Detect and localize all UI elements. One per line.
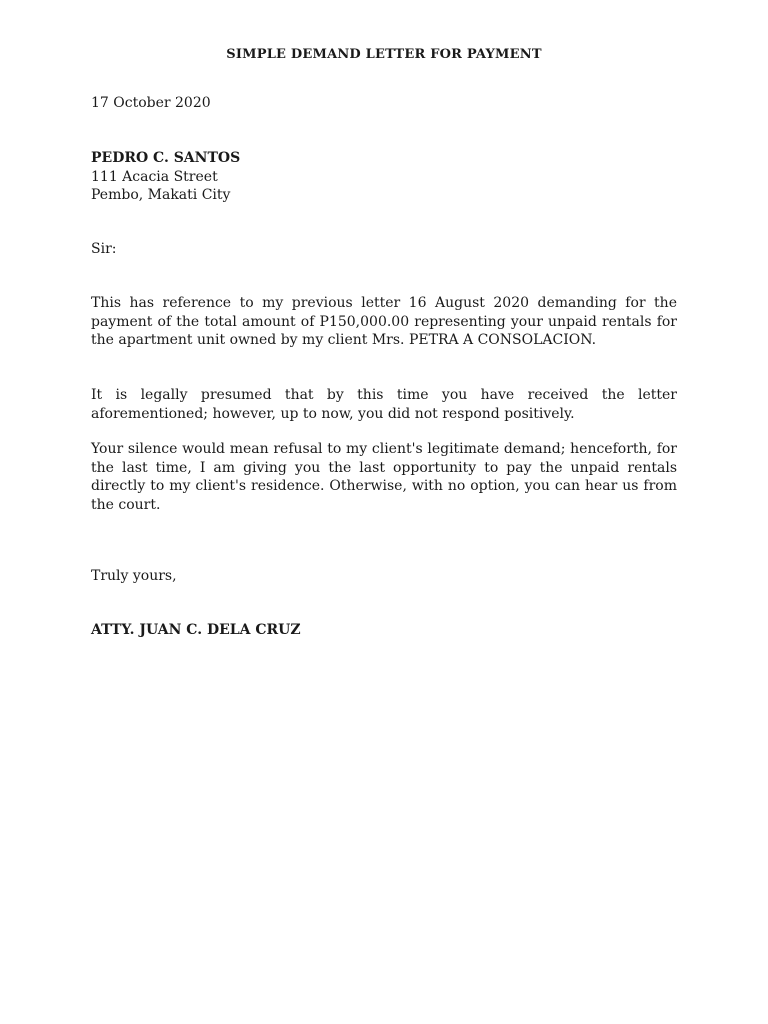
salutation: Sir: bbox=[91, 241, 117, 257]
recipient-address-block bbox=[91, 149, 677, 205]
body-paragraph-3: Your silence would mean refusal to my client's legitimate demand; henceforth, for the last time, I am giving you the last opportunity to pay the unpaid rentals directly to my client's residence. Otherwise, with no option, you can hear us from the court. bbox=[91, 441, 677, 513]
letter-title: SIMPLE DEMAND LETTER FOR PAYMENT bbox=[226, 47, 542, 62]
recipient-street: 111 Acacia Street bbox=[91, 168, 218, 185]
letter-date: 17 October 2020 bbox=[91, 95, 211, 111]
signatory-name: ATTY. JUAN C. DELA CRUZ bbox=[91, 622, 301, 638]
closing: Truly yours, bbox=[91, 568, 177, 584]
body-paragraph-1: This has reference to my previous letter 16 August 2020 demanding for the payment of the total amount of P150,000.00 representing your unpaid rentals for the apartment unit owned by my client Mrs. PETRA A CONSOLACION. bbox=[91, 295, 677, 348]
body-paragraph-2: It is legally presumed that by this time you have received the letter aforementioned; however, up to now, you did not respond positively. bbox=[91, 387, 677, 422]
recipient-name: PEDRO C. SANTOS bbox=[91, 150, 241, 166]
recipient-city: Pembo, Makati City bbox=[91, 187, 231, 203]
